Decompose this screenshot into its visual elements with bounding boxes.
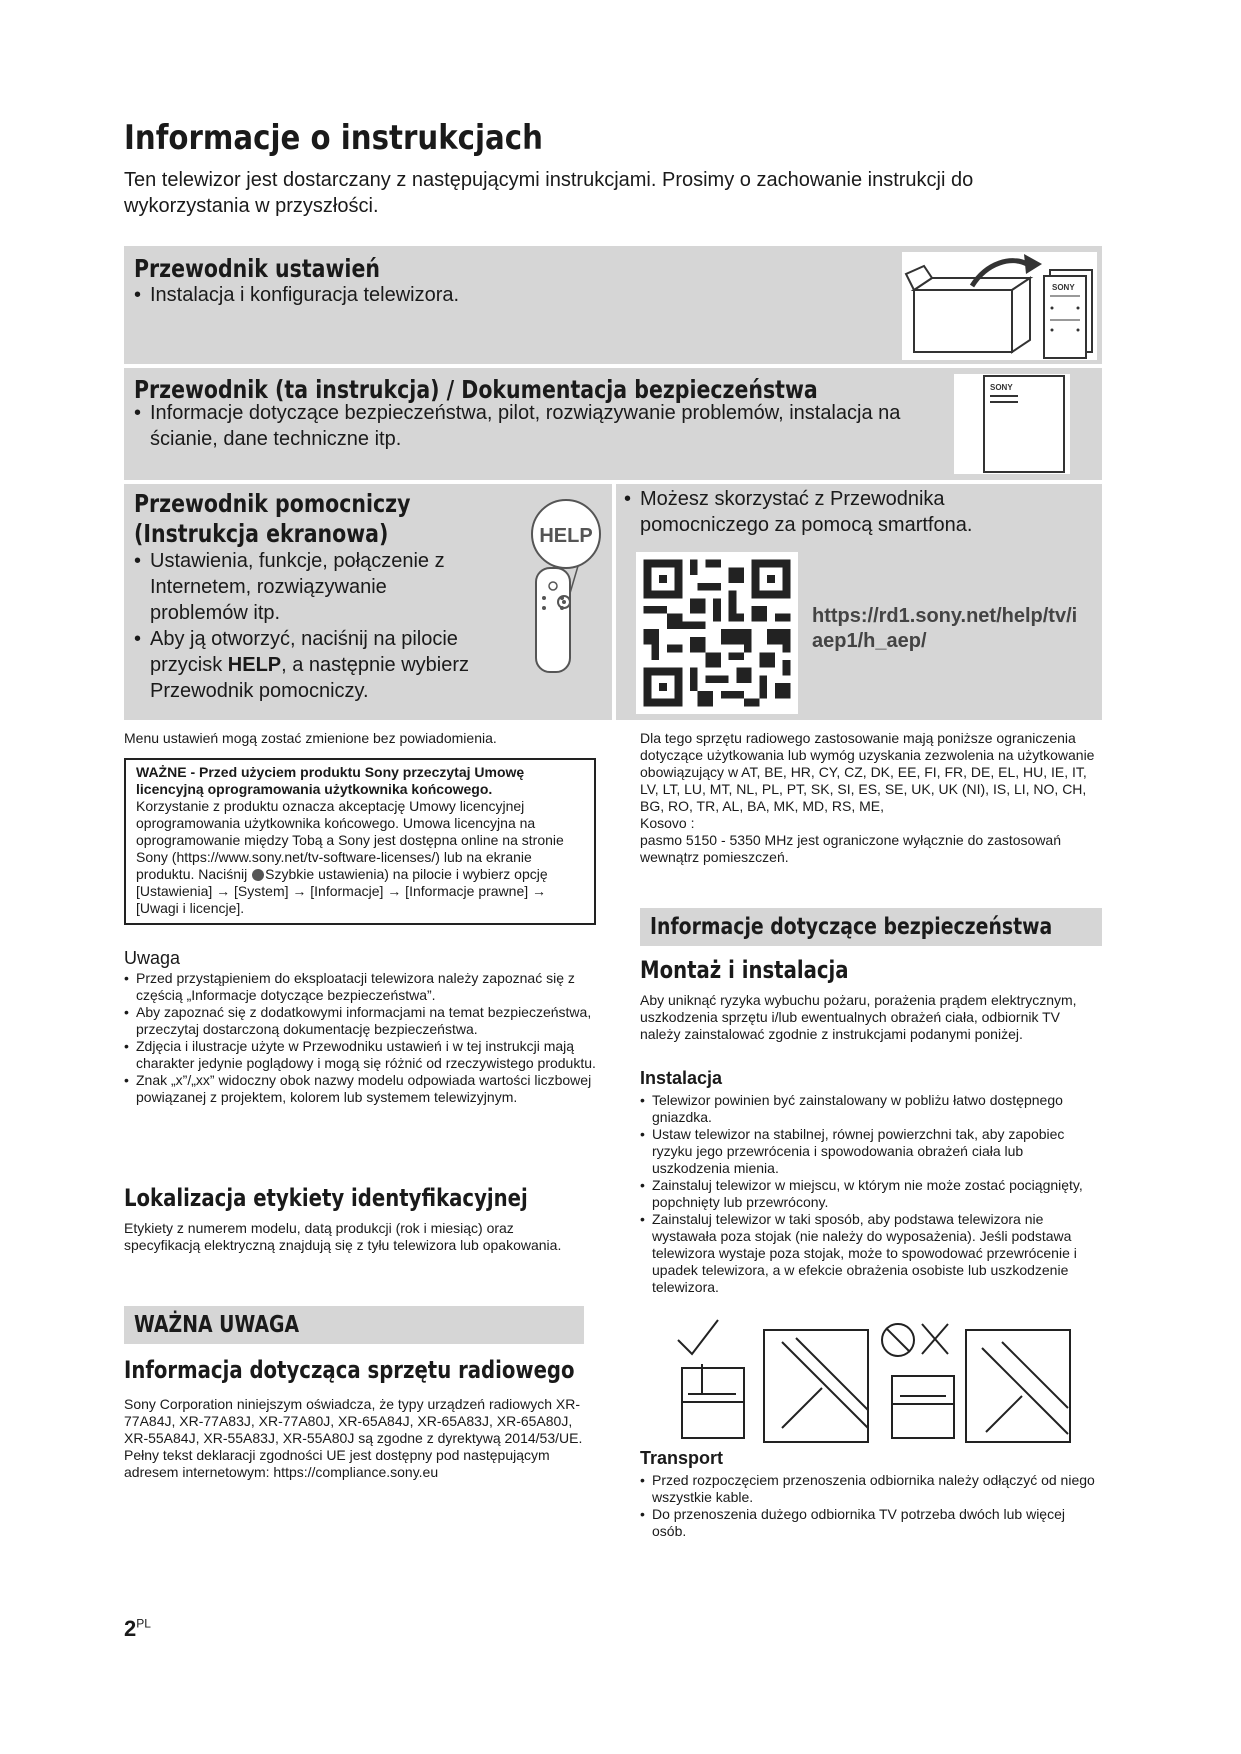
license-notice-text: Korzystanie z produktu oznacza akceptację Umowy licencyjnej oprogramowania użytkownika końcowego. Umowa licencyjna na oprogramowanie między Tobą a Sony jest dostępna online na stronie Sony (https://www.sony.net/tv-software-licenses/) lub na ekranie produktu. Naciśnij Szybkie ustawienia) na pilocie i wybierz opcję [Ustawienia] → [System] → [Informacje] → [Informacje prawne] → [Uwagi i licencje]. (136, 798, 564, 916)
quick-settings-icon (252, 869, 264, 881)
document-icon (954, 374, 1070, 474)
page-title: Informacje o instrukcjach (124, 118, 543, 158)
box-label: SONY (1052, 283, 1075, 292)
installation-item: • Zainstaluj telewizor w taki sposób, aby podstawa telewizora nie wystawała poza stojak (nie należy do wyposażenia). Jeśli podstawa telewizora wystaje poza stojak, może to spowodować przewrócenie i upadek telewizora, a w efekcie obrażenia osobiste lub uszkodzenie telewizora. (640, 1211, 1102, 1296)
uwaga-item: • Znak „x”/„xx” widoczny obok nazwy modelu odpowiada wartości liczbowej powiązanej z projektem, kolorem lub systemem telewizyjnym. (124, 1072, 596, 1106)
help-badge-text: HELP (539, 525, 593, 547)
mounting-title: Montaż i instalacja (640, 956, 849, 984)
page-number: $2^{PL}$ (124, 1616, 151, 1641)
reference-guide-title: Przewodnik (ta instrukcja) / Dokumentacja bezpieczeństwa (134, 375, 818, 404)
radio-equipment-title: Informacja dotycząca sprzętu radiowego (124, 1356, 575, 1384)
radio-equipment-text: Sony Corporation niniejszym oświadcza, że typy urządzeń radiowych XR-77A84J, XR-77A83J, XR-77A80J, XR-65A84J, XR-65A83J, XR-65A80J, XR-55A84J, XR-55A83J, XR-55A80J są zgodne z dyrektywą 2014/53/UE. Pełny tekst deklaracji zgodności UE jest dostępny pod następującym adresem internetowym: https://compliance.sony.eu (124, 1396, 583, 1480)
installation-item: • Telewizor powinien być zainstalowany w pobliżu łatwo dostępnego gniazdka. (640, 1092, 1102, 1126)
installation-list (640, 1092, 1102, 1296)
safety-info-bar: Informacje dotyczące bezpieczeństwa (640, 908, 1102, 946)
license-notice-heading: WAŻNE - Przed użyciem produktu Sony przeczytaj Umowę licencyjną oprogramowania użytkownika końcowego. (136, 764, 525, 797)
setup-guide-bullet: • Instalacja i konfiguracja telewizora. (134, 284, 460, 306)
installation-item: • Ustaw telewizor na stabilnej, równej powierzchni tak, aby zapobiec ryzyku jego przewrócenia i spowodowania obrażeń ciała lub uszkodzenia mienia. (640, 1126, 1102, 1177)
tv-box-illustration (902, 252, 1097, 360)
transport-list (640, 1472, 1102, 1540)
transport-title: Transport (640, 1448, 724, 1468)
uwaga-list (124, 970, 596, 1106)
important-notice-bar: WAŻNA UWAGA (124, 1306, 584, 1344)
help-smartphone-box (616, 484, 1102, 720)
transport-item: • Do przenoszenia dużego odbiornika TV potrzeba dwóch lub więcej osób. (640, 1506, 1102, 1540)
label-location-title: Lokalizacja etykiety identyfikacyjnej (124, 1184, 528, 1212)
reference-guide-bullet: • Informacje dotyczące bezpieczeństwa, pilot, rozwiązywanie problemów, instalacja na ścianie, dane techniczne itp. (134, 402, 901, 450)
doc-label: SONY (990, 383, 1013, 392)
license-notice-box (124, 758, 596, 925)
setup-guide-box (124, 246, 1102, 364)
page-language: PL (136, 1616, 151, 1631)
installation-title: Instalacja (640, 1068, 723, 1088)
help-guide-box (124, 484, 612, 720)
tv-stand-illustration (672, 1318, 1072, 1446)
help-url[interactable]: https://rd1.sony.net/help/tv/iaep1/h_aep/ (812, 605, 1078, 652)
reference-guide-box (124, 368, 1102, 480)
check-icon (678, 1320, 718, 1354)
help-bullet-open: • Aby ją otworzyć, naciśnij na pilocie przycisk HELP, a następnie wybierz Przewodnik pomocniczy. (134, 628, 470, 702)
uwaga-title: Uwaga (124, 948, 181, 968)
installation-item: • Zainstaluj telewizor w miejscu, w którym nie może zostać pociągnięty, popchnięty lub przewrócony. (640, 1177, 1102, 1211)
help-qr-code (636, 552, 798, 714)
label-location-text: Etykiety z numerem modelu, datą produkcji (rok i miesiąc) oraz specyfikacją elektryczną znajdują się z tyłu telewizora lub opakowania. (124, 1220, 562, 1253)
radio-restrictions: Dla tego sprzętu radiowego zastosowanie mają poniższe ograniczenia dotyczące użytkowania lub wymóg uzyskania zezwolenia na użytkowanie obowiązujący w AT, BE, HR, CY, CZ, DK, EE, FI, FR, DE, EL, HU, IE, IT, LV, LT, LU, MT, NL, PL, PT, SK, SI, ES, SE, UK, UK (NI), IS, LI, NO, CH, BG, RO, TR, AL, BA, MK, MD, RS, ME, Kosovo : pasmo 5150 - 5350 MHz jest ograniczone wyłącznie do zastosowań wewnątrz pomieszczeń. (640, 730, 1095, 865)
uwaga-item: • Zdjęcia i ilustracje użyte w Przewodniku ustawień i w tej instrukcji mają charakter jedynie poglądowy i mogą się różnić od rzeczywistego produktu. (124, 1038, 596, 1072)
menu-change-note: Menu ustawień mogą zostać zmienione bez powiadomienia. (124, 730, 497, 746)
help-guide-title: Przewodnik pomocniczy (Instrukcja ekranowa) (134, 489, 411, 548)
help-bullet-settings: • Ustawienia, funkcje, połączenie z Internetem, rozwiązywanie problemów itp. (134, 550, 445, 624)
help-smartphone-bullet: • Możesz skorzystać z Przewodnika pomocniczego za pomocą smartfona. (624, 488, 973, 536)
uwaga-item: • Aby zapoznać się z dodatkowymi informacjami na temat bezpieczeństwa, przeczytaj dostarczoną dokumentację bezpieczeństwa. (124, 1004, 596, 1038)
transport-item: • Przed rozpoczęciem przenoszenia odbiornika należy odłączyć od niego wszystkie kable. (640, 1472, 1102, 1506)
remote-help-illustration (524, 494, 606, 674)
uwaga-item: • Przed przystąpieniem do eksploatacji telewizora należy zapoznać się z częścią „Informacje dotyczące bezpieczeństwa”. (124, 970, 596, 1004)
setup-guide-title: Przewodnik ustawień (134, 254, 380, 283)
intro-text: Ten telewizor jest dostarczany z następującymi instrukcjami. Prosimy o zachowanie instrukcji do wykorzystania w przyszłości. (124, 169, 974, 217)
mounting-text: Aby uniknąć ryzyka wybuchu pożaru, porażenia prądem elektrycznym, uszkodzenia sprzętu i/lub ewentualnych obrażeń ciała, odbiornik TV należy zainstalować zgodnie z instrukcjami podanymi poniżej. (640, 992, 1077, 1042)
